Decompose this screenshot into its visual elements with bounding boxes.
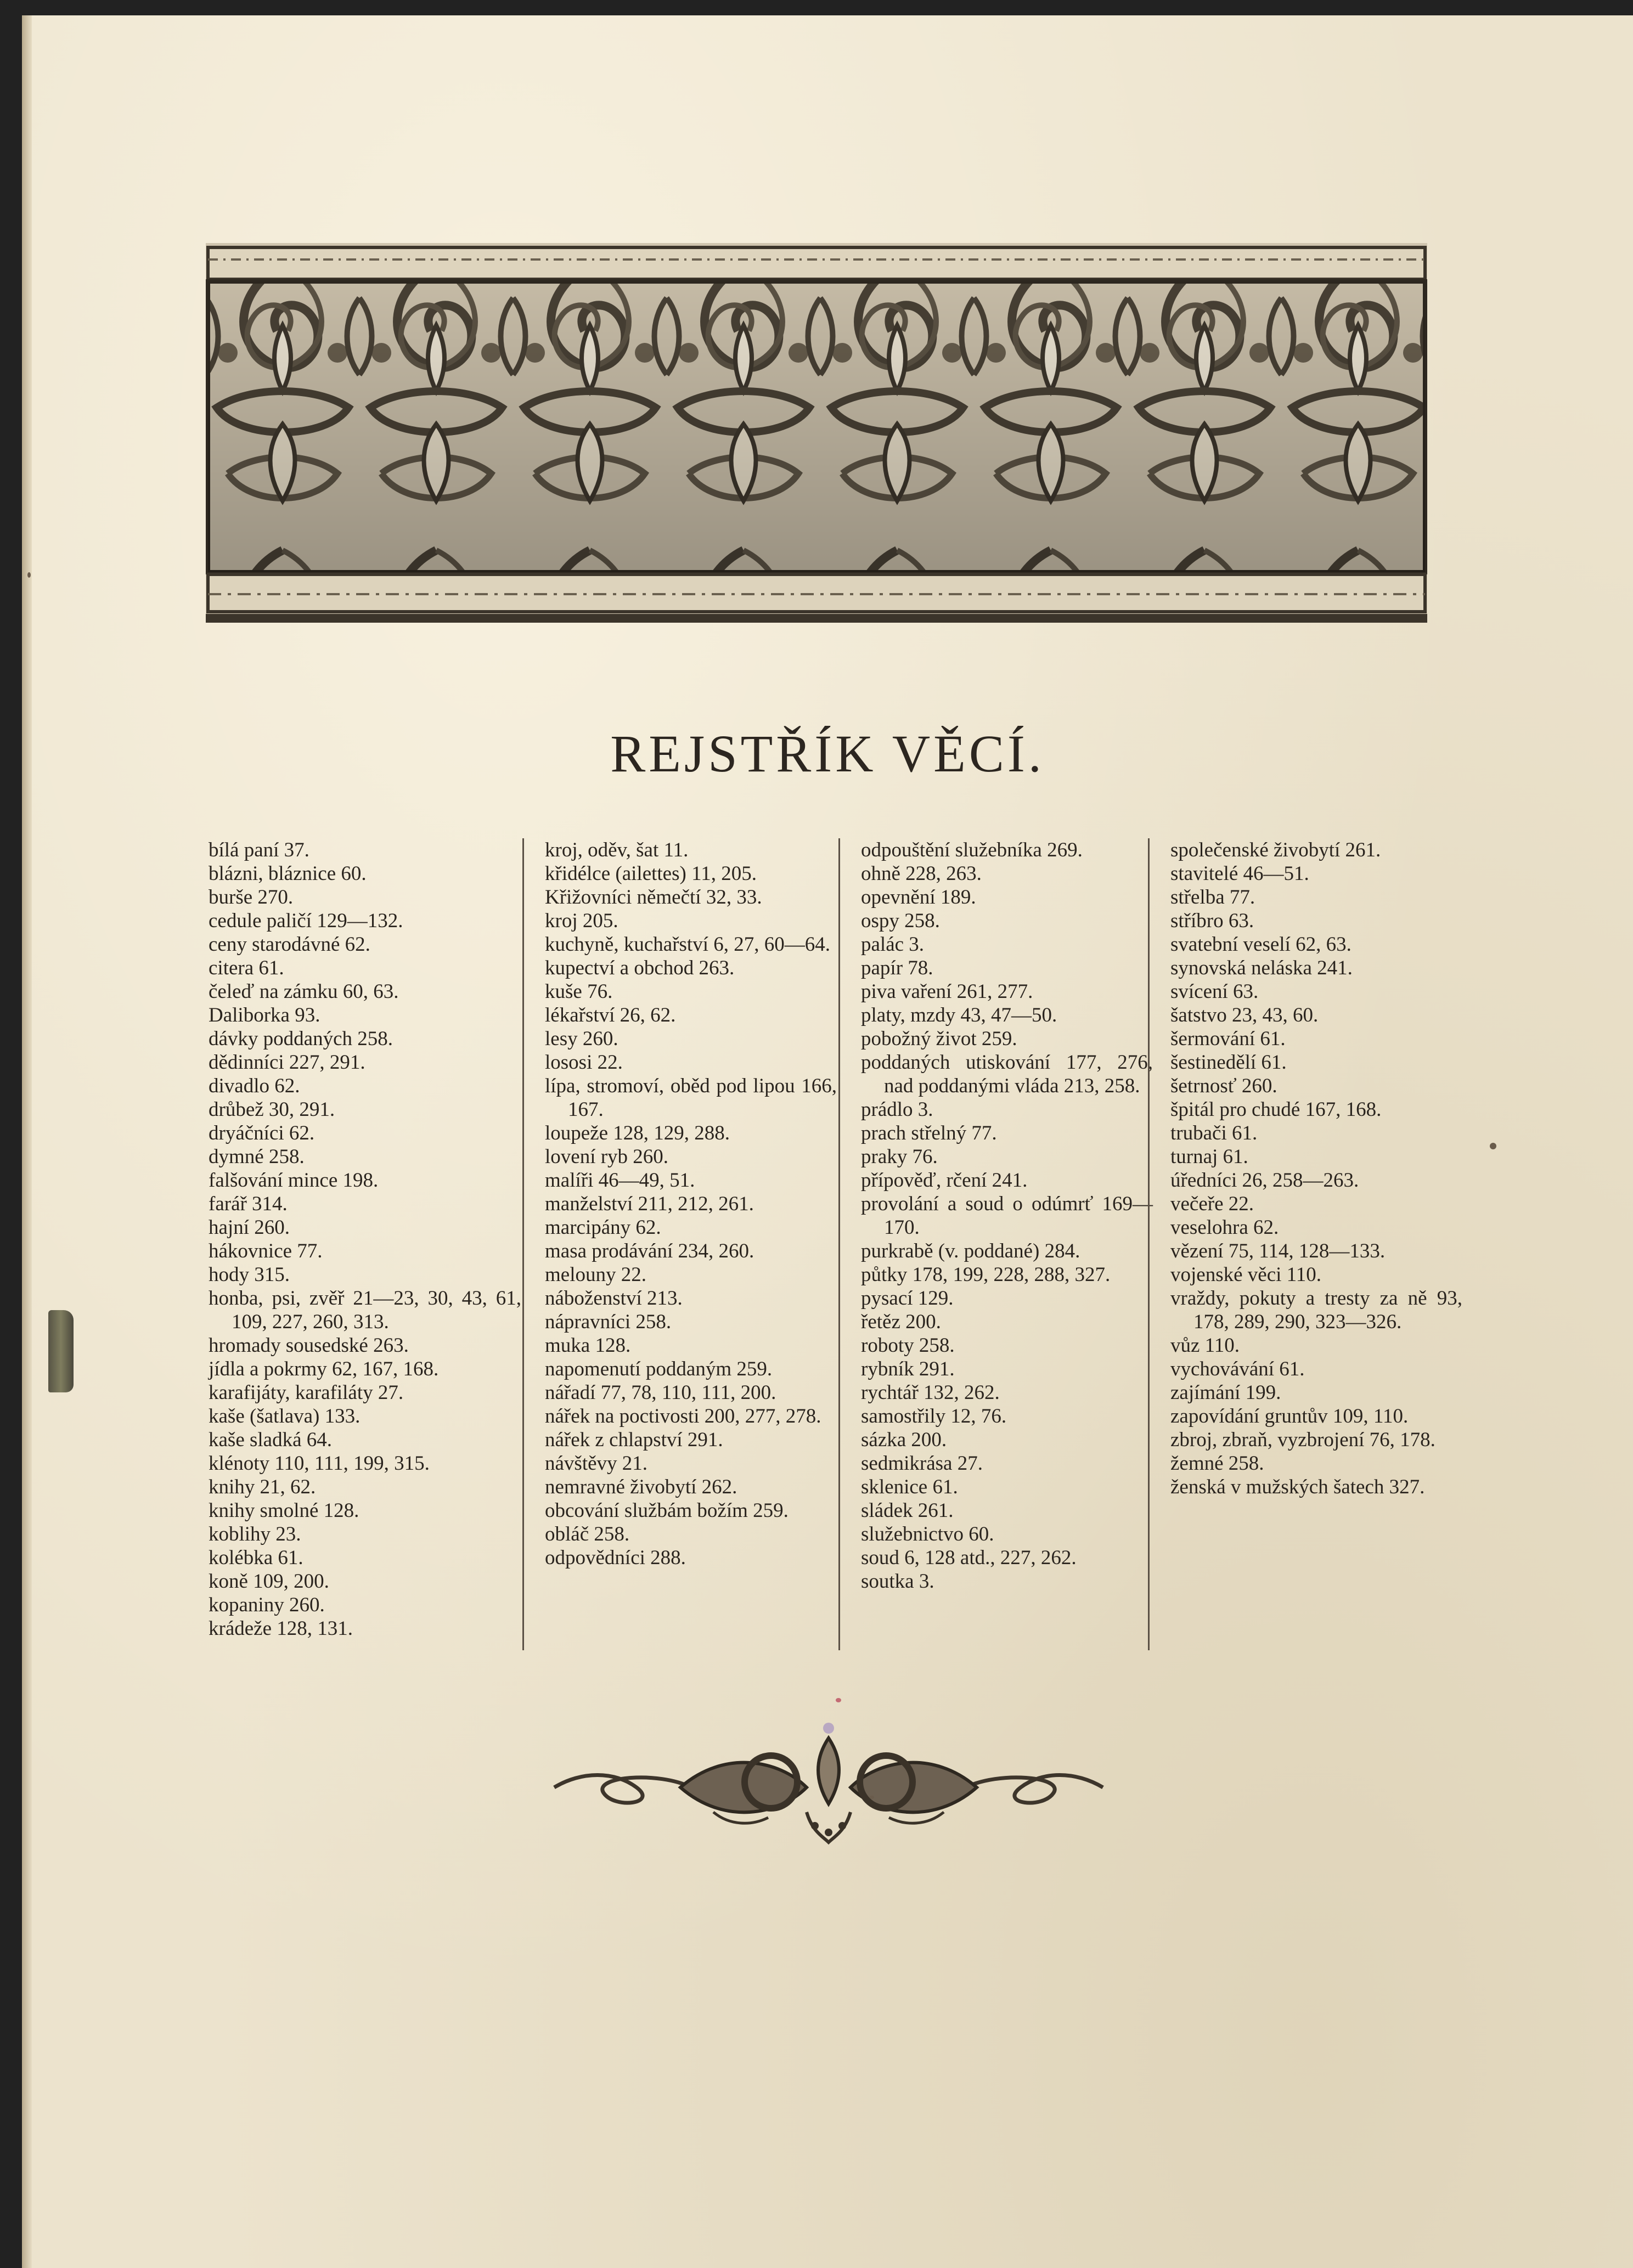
index-entry: úředníci 26, 258—263. [1170,1169,1359,1192]
index-entry: šatstvo 23, 43, 60. [1170,1004,1319,1026]
index-entry: kupectví a obchod 263. [545,957,735,979]
index-entry: kaše sladká 64. [209,1429,333,1451]
index-entry: lovení ryb 260. [545,1146,669,1168]
subject-index [22,838,1633,1656]
index-entry: kroj, oděv, šat 11. [545,839,689,861]
index-entry: piva vaření 261, 277. [861,980,1033,1003]
index-entry: kuše 76. [545,980,613,1003]
index-entry: sládek 261. [861,1499,954,1522]
index-entry: střelba 77. [1170,886,1255,909]
index-entry: půtky 178, 199, 228, 288, 327. [861,1263,1111,1286]
index-entry: kuchyně, kuchařství 6, 27, 60—64. [545,933,830,956]
index-entry: malíři 46—49, 51. [545,1169,695,1192]
index-entry: vojenské věci 110. [1170,1263,1322,1286]
index-entry: palác 3. [861,933,925,956]
index-entry: krádeže 128, 131. [209,1617,353,1640]
index-entry: šestinedělí 61. [1170,1051,1287,1074]
index-entry: dymné 258. [209,1146,305,1168]
index-entry: purkrabě (v. poddané) 284. [861,1240,1080,1262]
index-entry: synovská neláska 241. [1170,957,1353,979]
ink-speck [836,1698,841,1702]
index-entry: jídla a pokrmy 62, 167, 168. [209,1358,439,1380]
index-entry: sázka 200. [861,1429,947,1451]
index-entry: dědinníci 227, 291. [209,1051,365,1074]
index-column-4 [1148,838,1462,1650]
index-entry: návštěvy 21. [545,1452,648,1475]
index-entry: cedule paličí 129—132. [209,910,403,932]
index-entry: pysací 129. [861,1287,954,1310]
index-entry: hromady sousedské 263. [209,1334,409,1357]
index-entry: knihy 21, 62. [209,1476,316,1498]
index-entry: kroj 205. [545,910,618,932]
index-entry: melouny 22. [545,1263,646,1286]
index-entry: ohně 228, 263. [861,862,982,885]
index-entry: nápravníci 258. [545,1311,672,1333]
index-entry: lípa, stromoví, oběd pod lipou 166, 167. [545,1075,837,1121]
index-entry: soud 6, 128 atd., 227, 262. [861,1547,1077,1569]
index-entry: praky 76. [861,1146,938,1168]
index-entry: koně 109, 200. [209,1570,329,1593]
index-entry: svícení 63. [1170,980,1259,1003]
index-entry: samostřily 12, 76. [861,1405,1007,1428]
ink-speck [870,1796,874,1799]
index-entry: hody 315. [209,1263,290,1286]
index-entry: služebnictvo 60. [861,1523,994,1545]
index-entry: zapovídání gruntův 109, 110. [1170,1405,1409,1428]
index-entry: čeleď na zámku 60, 63. [209,980,399,1003]
index-entry: ženská v mužských šatech 327. [1170,1476,1425,1498]
index-entry: marcipány 62. [545,1216,661,1239]
scroll-ornament-icon [549,1716,1108,1848]
index-entry: veselohra 62. [1170,1216,1279,1239]
index-entry: vězení 75, 114, 128—133. [1170,1240,1386,1262]
index-entry: turnaj 61. [1170,1146,1248,1168]
index-entry: křidélce (ailettes) 11, 205. [545,862,757,885]
index-column-1 [209,838,521,1650]
index-entry: nářek na poctivosti 200, 277, 278. [545,1405,821,1428]
ink-speck [27,572,31,578]
index-entry: papír 78. [861,957,933,979]
index-entry: prach střelný 77. [861,1122,997,1144]
index-entry: zbroj, zbraň, vyzbrojení 76, 178. [1170,1429,1435,1451]
index-entry: klénoty 110, 111, 199, 315. [209,1452,430,1475]
index-entry: žemné 258. [1170,1452,1264,1475]
index-entry: drůbež 30, 291. [209,1098,335,1121]
index-entry: koblihy 23. [209,1523,301,1545]
index-entry: obcování službám božím 259. [545,1499,789,1522]
index-entry: špitál pro chudé 167, 168. [1170,1098,1382,1121]
index-entry: knihy smolné 128. [209,1499,359,1522]
index-entry: přípověď, rčení 241. [861,1169,1028,1192]
index-entry: kopaniny 260. [209,1594,325,1616]
index-column-3 [838,838,1153,1650]
index-entry: bílá paní 37. [209,839,309,861]
index-entry: stavitelé 46—51. [1170,862,1309,885]
ink-speck [1490,1143,1496,1149]
index-entry: manželství 211, 212, 261. [545,1193,754,1215]
index-entry: hajní 260. [209,1216,290,1239]
index-entry: poddaných utiskování 177, 276, nad poddanými vláda 213, 258. [861,1051,1153,1097]
index-entry: karafijáty, karafiláty 27. [209,1381,404,1404]
index-entry: pobožný život 259. [861,1028,1017,1050]
index-entry: falšování mince 198. [209,1169,379,1192]
index-entry: večeře 22. [1170,1193,1254,1215]
index-entry: napomenutí poddaným 259. [545,1358,773,1380]
index-entry: společenské živobytí 261. [1170,839,1381,861]
index-entry: dávky poddaných 258. [209,1028,393,1050]
index-entry: šermování 61. [1170,1028,1286,1050]
index-entry: stříbro 63. [1170,910,1254,932]
index-entry: sedmikrása 27. [861,1452,983,1475]
index-entry: řetěz 200. [861,1311,941,1333]
index-entry: lososi 22. [545,1051,623,1074]
index-entry: masa prodávání 234, 260. [545,1240,754,1262]
index-entry: dryáčníci 62. [209,1122,315,1144]
index-entry: Daliborka 93. [209,1004,320,1026]
index-entry: odpovědníci 288. [545,1547,686,1569]
index-entry: ceny starodávné 62. [209,933,370,956]
index-entry: nářadí 77, 78, 110, 111, 200. [545,1381,776,1404]
index-entry: hákovnice 77. [209,1240,323,1262]
index-entry: vraždy, pokuty a tresty za ně 93, 178, 289, 290, 323—326. [1170,1287,1462,1333]
index-entry: provolání a soud o odúmrť 169—170. [861,1193,1153,1239]
index-entry: loupeže 128, 129, 288. [545,1122,730,1144]
index-entry: ospy 258. [861,910,940,932]
index-entry: citera 61. [209,957,284,979]
index-entry: honba, psi, zvěř 21—23, 30, 43, 61, 109, 227, 260, 313. [209,1287,521,1333]
index-entry: šetrnosť 260. [1170,1075,1277,1097]
index-entry: platy, mzdy 43, 47—50. [861,1004,1057,1026]
index-entry: prádlo 3. [861,1098,933,1121]
book-page [22,15,1633,2268]
index-entry: zajímání 199. [1170,1381,1281,1404]
index-entry: rybník 291. [861,1358,955,1380]
index-entry: soutka 3. [861,1570,934,1593]
index-entry: blázni, bláznice 60. [209,862,367,885]
index-column-2 [522,838,837,1650]
index-entry: obláč 258. [545,1523,630,1545]
index-entry: náboženství 213. [545,1287,683,1310]
index-entry: sklenice 61. [861,1476,958,1498]
index-entry: lesy 260. [545,1028,618,1050]
arabesque-ornament-icon [206,243,1427,623]
index-entry: rychtář 132, 262. [861,1381,1000,1404]
index-entry: vůz 110. [1170,1334,1240,1357]
index-entry: odpouštění služebníka 269. [861,839,1083,861]
index-entry: kaše (šatlava) 133. [209,1405,361,1428]
index-entry: opevnění 189. [861,886,976,909]
index-entry: muka 128. [545,1334,631,1357]
index-entry: farář 314. [209,1193,288,1215]
index-entry: nemravné živobytí 262. [545,1476,737,1498]
index-entry: trubači 61. [1170,1122,1258,1144]
page-title: REJSTŘÍK VĚCÍ. [610,724,1045,783]
index-entry: Křižovníci němečtí 32, 33. [545,886,762,909]
index-entry: lékařství 26, 62. [545,1004,676,1026]
index-entry: burše 270. [209,886,294,909]
index-entry: roboty 258. [861,1334,955,1357]
index-entry: kolébka 61. [209,1547,303,1569]
index-entry: vychovávání 61. [1170,1358,1305,1380]
index-entry: svatební veselí 62, 63. [1170,933,1352,956]
index-entry: divadlo 62. [209,1075,300,1097]
index-entry: nářek z chlapství 291. [545,1429,723,1451]
